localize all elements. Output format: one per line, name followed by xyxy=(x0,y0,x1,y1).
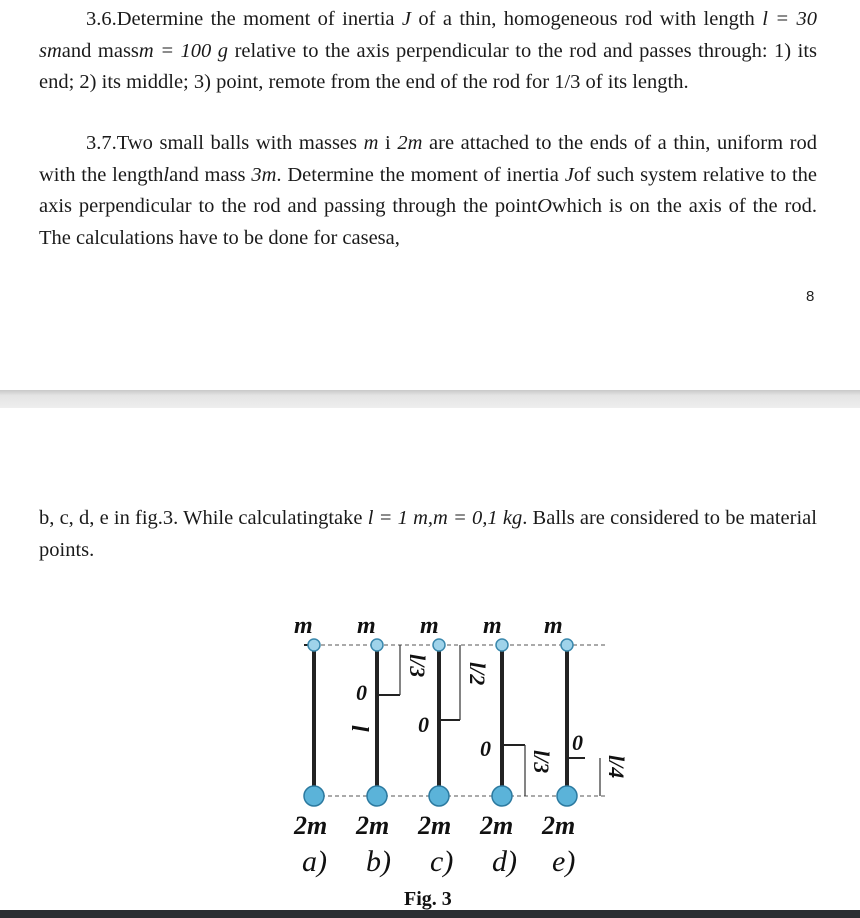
ball-m-c xyxy=(433,639,445,651)
ball-2m-b xyxy=(367,786,387,806)
label-dim-e: l/4 xyxy=(604,755,629,779)
label-dim-d: l/3 xyxy=(529,750,554,774)
problem-3-6: 3.6.Determine the moment of inertia J of a thin, homogeneous rod with length l = 30 smand massm = 100 g relative to the axis perpendicular to the rod and passes through: 1) its end; 2) its middle; 3) point, remote from the end of the rod for 1/3 of its length. xyxy=(39,8,818,93)
problem-3-7: 3.7.Two small balls with masses m i 2m are attached to the ends of a thin, uniform rod with the lengthland mass 3m. Determine the moment of inertia Jof such system relative to the axis perpendicular to the rod and passing through the pointOwhich is on the axis of the rod. The calculations have to be done for casesa, xyxy=(39,132,817,249)
page-top xyxy=(0,0,860,390)
label-rod-length: l xyxy=(346,725,372,732)
label-pivot-c: 0 xyxy=(418,712,429,737)
label-2m-c: 2m xyxy=(418,811,452,840)
ball-m-d xyxy=(496,639,508,651)
ball-m-a xyxy=(308,639,320,651)
label-dim-c: l/2 xyxy=(465,662,490,686)
page-separator xyxy=(0,390,860,408)
label-m-a: m xyxy=(294,613,313,639)
ball-2m-a xyxy=(304,786,324,806)
label-pivot-b: 0 xyxy=(356,680,367,705)
label-pivot-e: 0 xyxy=(572,730,583,755)
label-2m-d: 2m xyxy=(480,811,514,840)
label-m-c: m xyxy=(420,613,439,639)
ball-2m-e xyxy=(557,786,577,806)
label-case-b: b) xyxy=(366,845,391,878)
viewer-bottom-bar xyxy=(0,910,860,918)
label-case-d: d) xyxy=(492,845,517,878)
ball-m-e xyxy=(561,639,573,651)
figure-caption: Fig. 3 xyxy=(404,888,452,910)
label-m-b: m xyxy=(357,613,376,639)
label-2m-b: 2m xyxy=(356,811,390,840)
label-dim-b: l/3 xyxy=(405,654,430,678)
ball-2m-c xyxy=(429,786,449,806)
figure-3 xyxy=(280,600,640,910)
label-2m-a: 2m xyxy=(294,811,328,840)
ball-2m-d xyxy=(492,786,512,806)
label-m-d: m xyxy=(483,613,502,639)
label-case-e: e) xyxy=(552,845,576,878)
label-m-e: m xyxy=(544,613,563,639)
problem-3-7-continuation: b, c, d, e in fig.3. While calculatingtake l = 1 m,m = 0,1 kg. Balls are considered to be material points. xyxy=(39,507,817,561)
label-2m-e: 2m xyxy=(542,811,576,840)
label-case-a: a) xyxy=(302,845,327,878)
page-number: 8 xyxy=(806,288,815,305)
label-pivot-d: 0 xyxy=(480,736,491,761)
ball-m-b xyxy=(371,639,383,651)
figure-3-drawing xyxy=(280,600,640,900)
label-case-c: c) xyxy=(430,845,454,878)
